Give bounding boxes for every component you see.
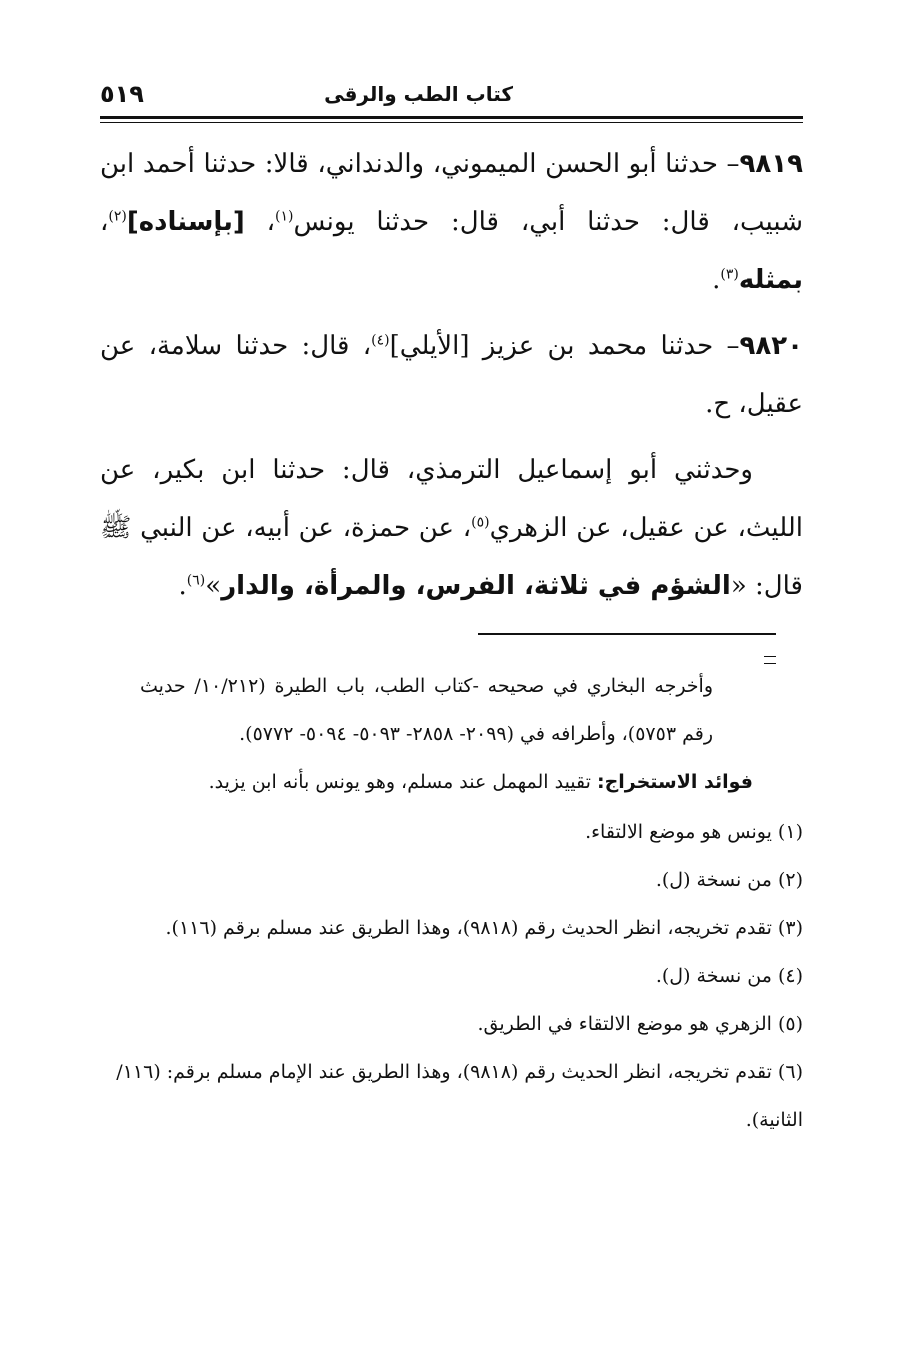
footnote-item: (٢) من نسخة (ل). [655,869,803,891]
hadith-text: وحدثني أبو إسماعيل الترمذي، قال: حدثنا ابن بكير، عن الليث، عن عقيل، عن الزهري [100,455,803,543]
book-title: كتاب الطب والرقى [324,82,513,106]
bold-quote: الشؤم في ثلاثة، الفرس، والمرأة، والدار [221,571,731,601]
footnote-item: (٥) الزهري هو موضع الالتقاء في الطريق. [477,1013,803,1035]
header-rule-thick [100,116,803,119]
benefits-label: فوائد الاستخراج: [596,771,753,793]
hadith-text: – حدثنا محمد بن عزيز [الأيلي] [389,331,740,361]
footnotes [100,662,803,1144]
page-number: ٥١٩ [100,80,144,108]
bold-text: بمثله [738,265,803,295]
benefits-text: تقييد المهمل عند مسلم، وهو يونس بأنه ابن يزيد. [208,771,597,793]
hadith-paragraph [100,441,803,615]
footnote-continuation: وأخرجه البخاري في صحيحه -كتاب الطب، باب الطيرة (١٠/٢١٢/ حديث رقم ٥٧٥٣)، وأطرافه في (٢٠٩٩- ٢٨٥٨- ٥٠٩٣- ٥٠٩٤- ٥٧٧٢). [140,675,713,745]
hadith-text: ، عن حمزة، عن أبيه، عن النبي ﷺ قال: « [100,513,803,601]
footnote-item: (٣) تقدم تخريجه، انظر الحديث رقم (٩٨١٨)، وهذا الطريق عند مسلم برقم (١١٦). [165,917,803,939]
hadith-number: ٩٨٢٠ [739,331,803,361]
running-head [100,72,803,112]
footnote-ref: (٣) [720,266,739,283]
footnote-item: (١) يونس هو موضع الالتقاء. [585,821,803,843]
footnote-ref: (٦) [186,572,206,589]
footnote-ref: (٥) [471,514,490,531]
end-punct: . [712,265,721,295]
hadith-9820 [100,317,803,433]
footnote-item: (٤) من نسخة (ل). [655,965,803,987]
footnote-item: (٦) تقدم تخريجه، انظر الحديث رقم (٩٨١٨)، وهذا الطريق عند الإمام مسلم برقم: (١١٦/ الثانية). [116,1061,803,1131]
footnote-separator [478,633,776,635]
footnote-ref: (٢) [108,208,127,225]
footnote-ref: (١) [275,208,294,225]
header-rule-thin [100,122,803,123]
separator-text: ، [100,207,109,237]
hadith-9819 [100,135,803,309]
bracketed-text: [بإسناده] [126,207,245,237]
separator-text: ، [244,207,276,237]
extraction-benefits [100,758,803,806]
end-punct: . [178,571,187,601]
hadith-text: ، قال: حدثنا سلامة، عن عقيل، ح. [100,331,803,419]
hadith-text: – حدثنا أبو الحسن الميموني، والدنداني، قالا: حدثنا أحمد ابن شبيب، قال: حدثنا أبي، قال: حدثنا يونس [100,149,803,237]
quote-close: » [205,571,222,601]
main-text [100,135,803,623]
hadith-number: ٩٨١٩ [739,149,803,179]
footnote-ref: (٤) [371,332,390,349]
